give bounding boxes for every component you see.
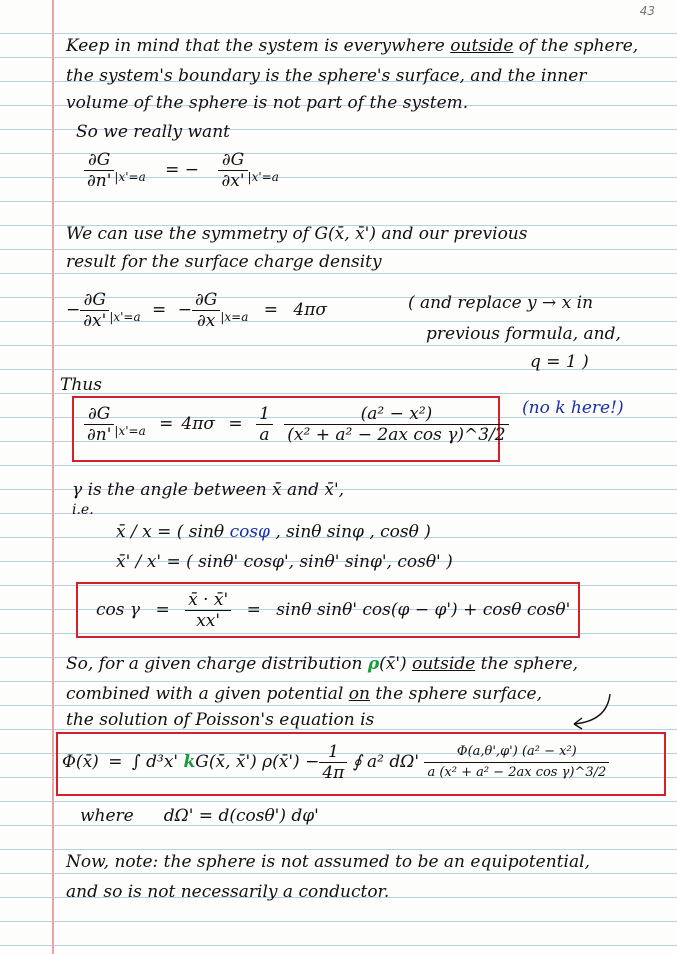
outside-underlined-2: outside [412,654,476,674]
equation-normal-derivative [84,150,279,191]
unit-vector-x [116,522,431,542]
given-potential-text: combined with a given potential [66,684,349,704]
line-given-potential [66,684,542,704]
eq5-k-green: k [183,752,196,772]
eq3-den: (x² + a² − 2ax cos γ)^3/2 [287,425,506,445]
eq4-num: x̄ · x̄' [185,590,231,611]
eq2-eq-1: = [152,300,167,320]
equation-result [84,404,509,445]
eq4-eq-2: = [246,600,261,620]
eq3-num: (a² − x²) [284,404,508,425]
given-potential-text-end: the sphere surface, [369,684,543,704]
eq5-minus: − [305,752,320,772]
x-unit-lhs: x̄ / x = [116,522,172,542]
eq2-b-sub: |x=a [220,310,249,324]
given-charge-text: So, for a given charge distribution [66,654,368,674]
line-symmetry: We can use the symmetry of G(x̄, x̄') and our previous [66,224,528,244]
eq1-lhs-sub: |x'=a [114,170,146,184]
rho-argument: (x̄') [379,654,413,674]
line-1 [66,36,638,56]
given-charge-text-end: the sphere, [475,654,579,674]
note-no-k: (no k here!) [522,398,624,418]
where-expr: dΩ' = d(cosθ') dφ' [163,806,319,826]
eq1-rhs-sub: |x'=a [247,170,279,184]
eq1-lhs-num: ∂G [84,150,114,171]
eq3-lhs-sub: |x'=a [114,424,146,438]
eq2-a-den: ∂x' [83,311,107,331]
unit-vector-xprime: x̄' / x' = ( sinθ' cosφ', sinθ' sinφ', cosθ' ) [116,552,453,572]
x-unit-rhs-a: ( sinθ [176,522,230,542]
line-3: volume of the sphere is not part of the system. [66,93,469,113]
where-line [80,806,319,826]
note-replace-1: ( and replace y → x in [408,293,594,313]
note-line-2: and so is not necessarily a conductor. [66,882,390,902]
eq3-a: a [259,425,270,445]
eq2-a-sub: |x'=a [109,310,141,324]
line-1-text: Keep in mind that the system is everywhere [66,36,451,56]
margin-line [52,0,54,954]
note-replace-2: previous formula, and, [426,324,621,344]
eq2-b-num: ∂G [192,290,220,311]
eq5-lhs: Φ(x̄) [62,752,99,772]
where-label: where [80,806,134,826]
outside-underlined: outside [450,36,514,56]
thus-label: Thus [60,375,102,395]
x-unit-rhs-b: , sinθ sinφ , cosθ ) [269,522,431,542]
eq4-lhs: cos γ [96,600,141,620]
eq5-num: Φ(a,θ',φ') (a² − x²) [424,742,609,763]
page-number: 43 [639,4,655,18]
eq2-b-den: ∂x [196,311,216,331]
eq5-t1a: ∫ d³x' [131,752,184,772]
note-replace-3: q = 1 ) [530,352,589,372]
ie-label: i.e. [72,502,94,518]
eq3-eq-2: = [228,414,243,434]
eq3-eq-1: = [159,414,174,434]
eq3-lhs-den: ∂n' [87,425,112,445]
equation-solution [62,742,609,783]
equation-cos-gamma [96,590,570,631]
eq2-a-num: ∂G [80,290,109,311]
eq5-one: 1 [319,742,347,763]
line-4: So we really want [76,122,230,142]
eq3-mid: 4πσ [181,414,215,434]
line-given-charge [66,654,578,674]
eq2-rhs: 4πσ [293,300,328,320]
line-1-text-end: of the sphere, [513,36,639,56]
gamma-description: γ is the angle between x̄ and x̄', [72,480,345,500]
eq2-eq-2: = [263,300,279,320]
eq3-lhs-num: ∂G [84,404,114,425]
eq5-t1b: G(x̄, x̄') ρ(x̄') [195,752,300,772]
arrow-icon [560,690,620,732]
eq2-minus-2: − [177,300,192,320]
eq5-den: a (x² + a² − 2ax cos γ)^3/2 [427,765,607,780]
eq1-rhs-num: ∂G [218,150,247,171]
eq1-op: = − [165,160,200,180]
line-solution: the solution of Poisson's equation is [66,710,375,730]
eq1-lhs-den: ∂n' [87,171,112,191]
eq4-rhs: sinθ sinθ' cos(φ − φ') + cosθ cosθ' [276,600,571,620]
on-underlined: on [348,684,370,704]
note-line-1: Now, note: the sphere is not assumed to be an equipotential, [66,852,590,872]
eq4-den: xx' [196,611,221,631]
eq2-minus-1: − [66,300,81,320]
rho-green: ρ [367,654,380,674]
equation-surface-charge [66,290,327,331]
eq3-one: 1 [256,404,273,425]
eq1-rhs-den: ∂x' [221,171,245,191]
line-surface-charge: result for the surface charge density [66,252,382,272]
eq5-eq: = [108,752,123,772]
eq5-fourpi: 4π [322,763,345,783]
x-unit-rhs-blue: cosφ [229,522,270,542]
line-2: the system's boundary is the sphere's surface, and the inner [66,66,587,86]
eq4-eq-1: = [155,600,170,620]
eq5-t2: ∮ a² dΩ' [347,752,420,772]
